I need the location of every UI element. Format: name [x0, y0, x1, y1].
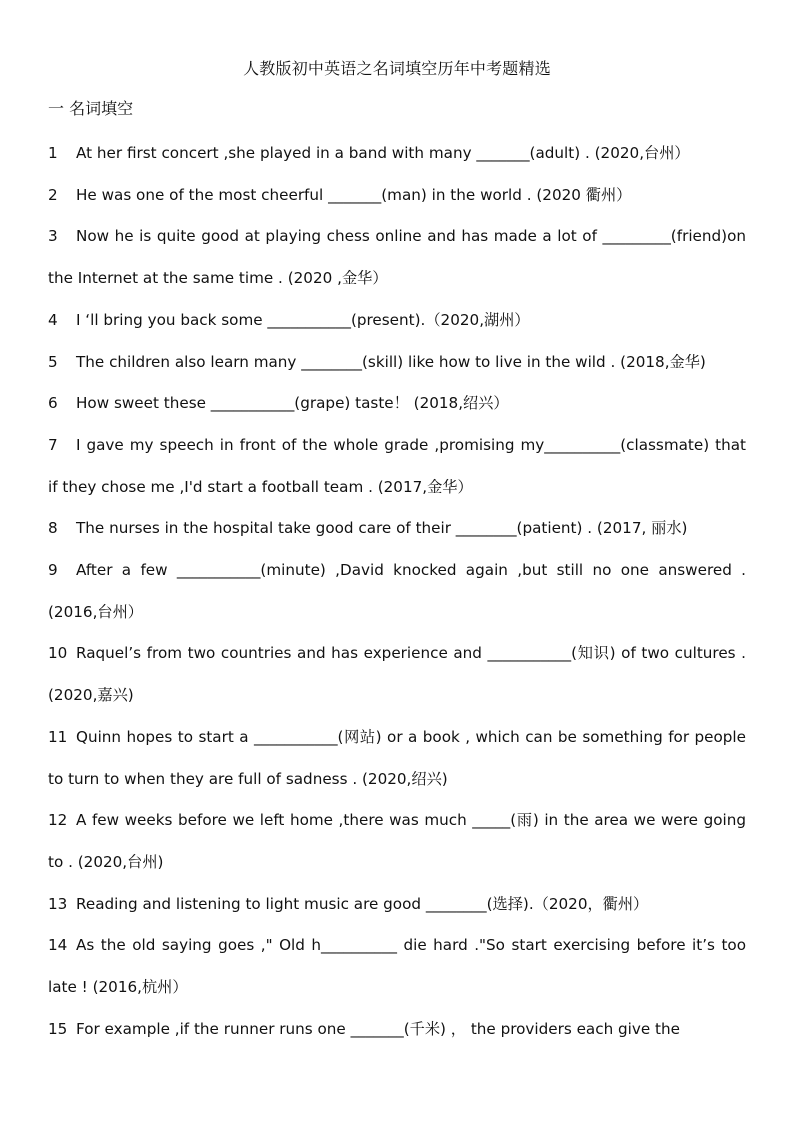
question-number: 12	[48, 811, 68, 830]
question-number: 1	[48, 144, 58, 162]
question-10	[48, 633, 746, 716]
question-5	[48, 342, 746, 384]
question-text: At her first concert ,she played in a band with many _______(adult) . (2020,台州）	[76, 144, 690, 162]
document-title: 人教版初中英语之名词填空历年中考题精选	[243, 59, 551, 78]
question-15	[48, 1009, 746, 1051]
question-text: The nurses in the hospital take good care of their ________(patient) . (2017, 丽水)	[76, 519, 688, 538]
question-number: 3	[48, 227, 58, 246]
question-number: 6	[48, 394, 58, 413]
question-text: As the old saying goes ," Old h__________ die hard ."So start exercising before it’s too late ! (2016,杭州）	[48, 936, 746, 997]
question-14	[48, 925, 746, 1008]
question-number: 15	[48, 1019, 68, 1038]
question-number: 7	[48, 435, 58, 454]
question-text: After a few ___________(minute) ,David knocked again ,but still no one answered . (2016,台州）	[48, 561, 746, 621]
question-text: How sweet these ___________(grape) taste！ (2018,绍兴）	[76, 394, 509, 413]
question-text: I gave my speech in front of the whole grade ,promising my__________(classmate) that if they chose me ,I'd start a football team . (2017,金华）	[48, 435, 746, 496]
question-8	[48, 508, 746, 550]
question-number: 14	[48, 936, 68, 955]
question-12	[48, 800, 746, 883]
question-number: 8	[48, 519, 58, 538]
question-3	[48, 216, 746, 299]
question-11	[48, 717, 746, 800]
question-1	[48, 133, 746, 175]
question-13	[48, 884, 746, 926]
question-text: Now he is quite good at playing chess online and has made a lot of _________(friend)on the Internet at the same time . (2020 ,金华）	[48, 227, 746, 288]
question-text: Quinn hopes to start a ___________(网站) or a book , which can be something for people to turn to when they are full of sadness . (2020,绍兴)	[48, 727, 746, 788]
question-text: I ‘ll bring you back some ___________(present).（2020,湖州）	[76, 310, 530, 329]
question-4	[48, 300, 746, 342]
question-list	[48, 133, 746, 1050]
question-text: A few weeks before we left home ,there was much _____(雨) in the area we were going to . (2020,台州)	[48, 811, 746, 871]
question-2	[48, 175, 746, 217]
question-6	[48, 383, 746, 425]
question-7	[48, 425, 746, 508]
question-text: For example ,if the runner runs one _______(千米) ， the providers each give the	[76, 1019, 680, 1038]
question-9	[48, 550, 746, 633]
question-text: Reading and listening to light music are good ________(选择).（2020，衢州）	[76, 894, 649, 913]
question-text: Raquel’s from two countries and has experience and ___________(知识) of two cultures . (2020,嘉兴)	[48, 644, 746, 705]
question-text: The children also learn many ________(skill) like how to live in the wild . (2018,金华)	[76, 352, 706, 371]
question-number: 9	[48, 561, 58, 580]
document-page	[48, 58, 746, 1050]
section-heading: 一 名词填空	[48, 99, 134, 118]
question-text: He was one of the most cheerful _______(man) in the world . (2020 衢州）	[76, 185, 632, 204]
question-number: 4	[48, 310, 58, 329]
question-number: 13	[48, 894, 68, 913]
question-number: 5	[48, 352, 58, 371]
question-number: 2	[48, 185, 58, 204]
question-number: 11	[48, 727, 68, 746]
question-number: 10	[48, 644, 68, 663]
